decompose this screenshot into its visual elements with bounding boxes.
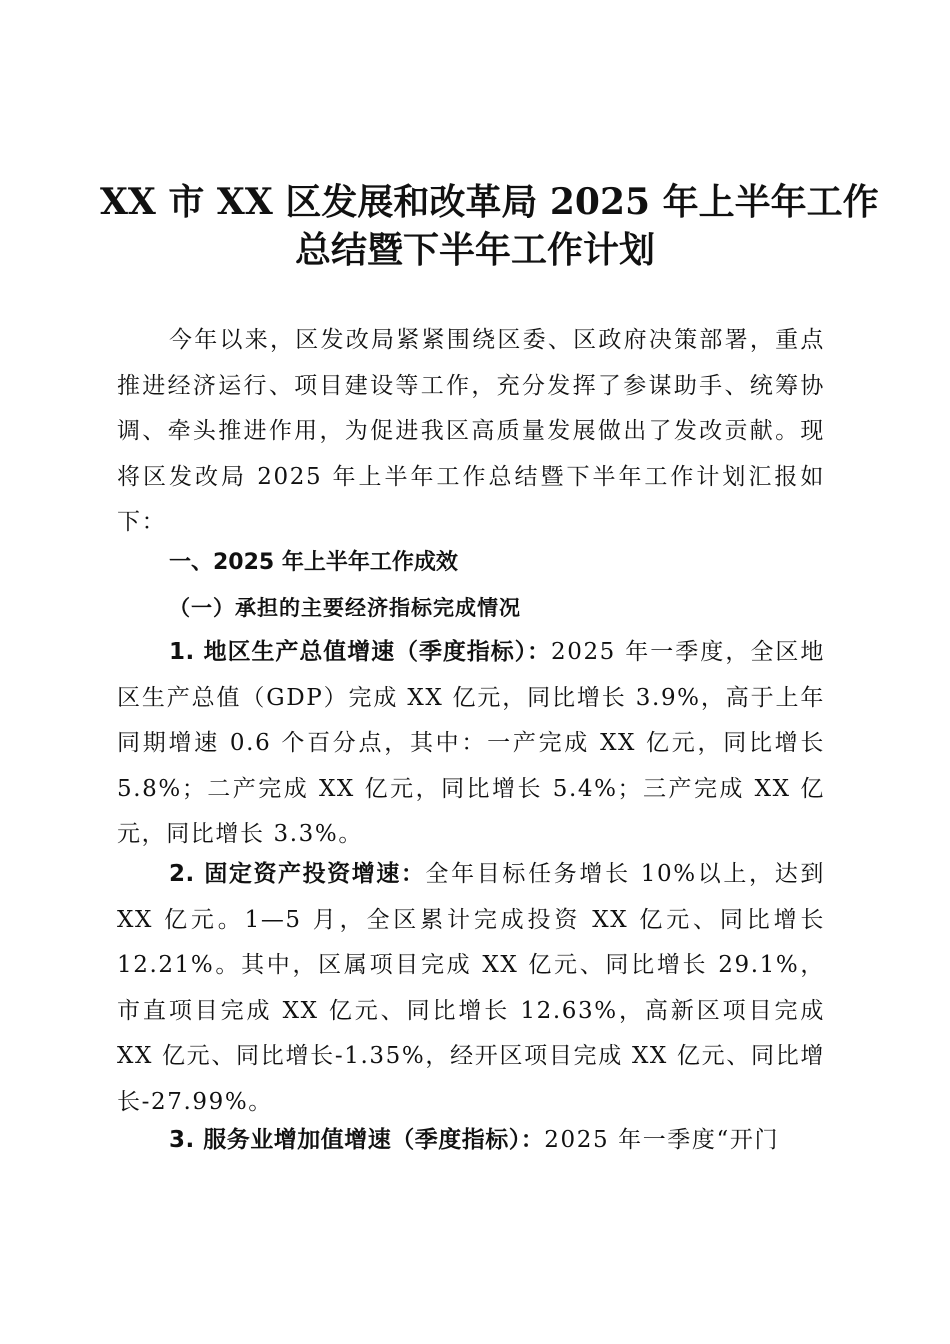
intro-paragraph: 今年以来，区发改局紧紧围绕区委、区政府决策部署，重点推进经济运行、项目建设等工作，充分发挥了参谋助手、统筹协调、牵头推进作用，为促进我区高质量发展做出了发改贡献。现将区发改局 2025 年上半年工作总结暨下半年工作计划汇报如下： [117, 327, 825, 535]
section-heading: 一、2025 年上半年工作成效 [169, 550, 458, 575]
document-title-line1: XX 市 XX 区发展和改革局 2025 年上半年工作 [100, 181, 879, 223]
indicator-text: 全年目标任务增长 10%以上，达到 XX 亿元。1—5 月，全区累计完成投资 XX 亿元、同比增长 12.21%。其中，区属项目完成 XX 亿元、同比增长 29.1%，市直项目完成 XX 亿元、同比增长 12.63%，高新区项目完成 XX 亿元、同比增长-1.35%，经开区项目完成 XX 亿元、同比增长-27.99%。 [117, 861, 825, 1115]
subsection-heading: （一）承担的主要经济指标完成情况 [169, 595, 521, 620]
indicator-paragraph-services [117, 1118, 825, 1164]
indicator-lead: 1. 地区生产总值增速（季度指标）： [169, 639, 551, 665]
indicator-text: 2025 年一季度“开门 [544, 1127, 780, 1153]
indicator-lead: 2. 固定资产投资增速： [169, 861, 426, 887]
indicator-lead: 3. 服务业增加值增速（季度指标）： [169, 1127, 545, 1153]
indicator-paragraph-investment [117, 852, 825, 1125]
indicator-text: 2025 年一季度，全区地区生产总值（GDP）完成 XX 亿元，同比增长 3.9%，高于上年同期增速 0.6 个百分点，其中：一产完成 XX 亿元，同比增长 5.8%；二产完成 XX 亿元，同比增长 5.4%；三产完成 XX 亿元，同比增长 3.3%。 [117, 639, 825, 847]
document-title-line2: 总结暨下半年工作计划 [294, 229, 655, 271]
indicator-paragraph-gdp [117, 630, 825, 858]
